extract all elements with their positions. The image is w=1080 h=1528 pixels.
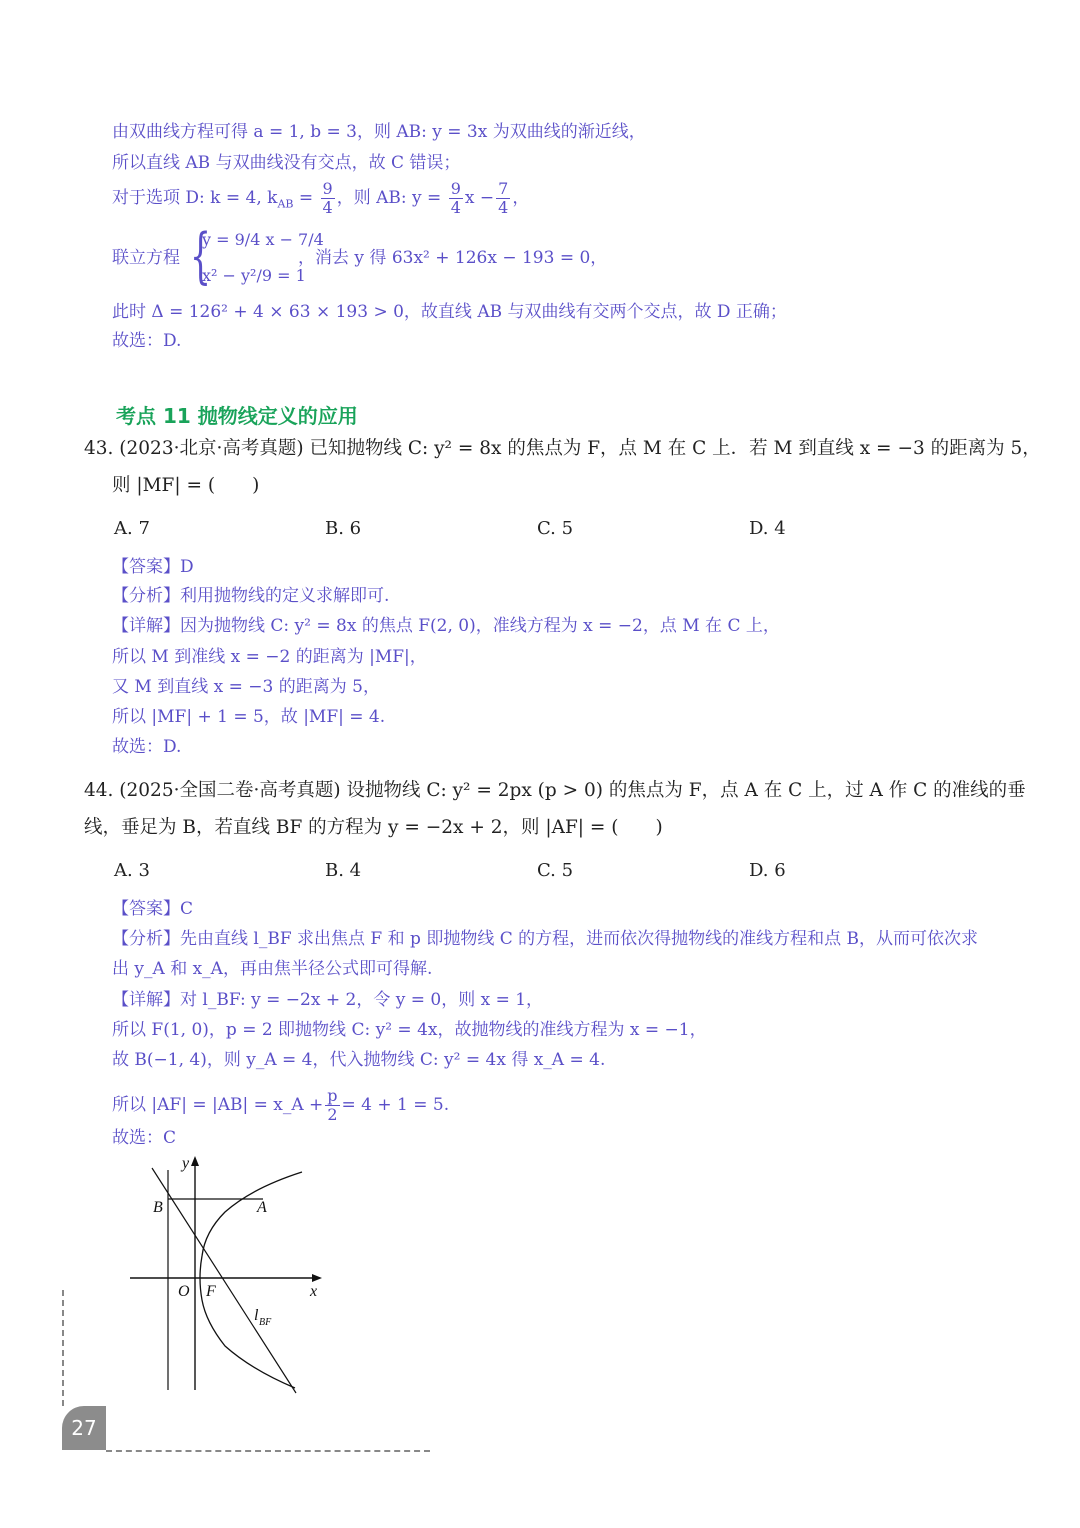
page-corner-dash-horizontal <box>106 1450 430 1452</box>
label-f: F <box>206 1283 216 1300</box>
q44-option-c: C. 5 <box>537 860 574 881</box>
label-a: A <box>257 1199 267 1216</box>
q43-option-a: A. 7 <box>114 518 150 539</box>
q44-detail-5: 故选：C <box>112 1128 177 1148</box>
solution-line-3: 对于选项 D: k = 4, $k_{AB}$ = $\frac{9}{4}$ ，则 AB: y = $\frac{9}{4}$ x − $\frac{7}{4}$ ， <box>112 179 530 217</box>
q44-detail-3: 故 B(−1, 4)，则 y_A = 4，代入抛物线 C: y² = 4x 得 x_A = 4. <box>112 1050 606 1070</box>
q44-answer: 【答案】C <box>112 899 194 919</box>
q44-detail-2: 所以 F(1, 0)，p = 2 即抛物线 C: y² = 4x，故抛物线的准线方程为 x = −1， <box>112 1020 707 1040</box>
q44-detail-4: 所以 |AF| = |AB| = x_A + $\frac{p}{2}$ = 4 + 1 = 5. <box>112 1086 450 1124</box>
q43-detail-3: 又 M 到直线 x = −3 的距离为 5， <box>112 677 380 697</box>
q43-detail-2: 所以 M 到准线 x = −2 的距离为 |MF|， <box>112 647 427 667</box>
label-x: x <box>310 1283 318 1300</box>
q43-stem-2: 则 |MF| = ( ) <box>112 475 260 496</box>
page-corner-dash-vertical <box>62 1290 64 1406</box>
q43-answer: 【答案】D <box>112 557 194 577</box>
q43-detail-1: 【详解】因为抛物线 C: y² = 8x 的焦点 F(2, 0)，准线方程为 x = −2，点 M 在 C 上， <box>112 616 780 636</box>
label-o: O <box>178 1283 190 1300</box>
q44-stem-1: 44. (2025·全国二卷·高考真题) 设抛物线 C: y² = 2px (p > 0) 的焦点为 F，点 A 在 C 上，过 A 作 C 的准线的垂 <box>84 780 1026 801</box>
label-b: B <box>153 1199 163 1216</box>
q43-option-c: C. 5 <box>537 518 574 539</box>
section-heading: 考点 11 抛物线定义的应用 <box>116 404 358 428</box>
system-brace: { <box>190 221 212 291</box>
q43-option-b: B. 6 <box>325 518 362 539</box>
system-label: 联立方程 <box>112 248 180 268</box>
system-eq-1: y = 9/4 x − 7/4 <box>202 230 324 249</box>
solution-line-5: 此时 Δ = 126² + 4 × 63 × 193 > 0，故直线 AB 与双曲线有交两个交点，故 D 正确； <box>112 302 787 322</box>
q43-detail-5: 故选：D. <box>112 737 182 757</box>
solution-line-2: 所以直线 AB 与双曲线没有交点，故 C 错误； <box>112 153 461 173</box>
q44-analysis-1: 【分析】先由直线 l_BF 求出焦点 F 和 p 即抛物线 C 的方程，进而依次得抛物线的准线方程和点 B，从而可依次求 <box>112 929 979 949</box>
q43-option-d: D. 4 <box>749 518 786 539</box>
solution-line-6: 故选：D. <box>112 331 182 351</box>
q44-analysis-2: 出 y_A 和 x_A，再由焦半径公式即可得解. <box>112 959 433 979</box>
system-result: ，消去 y 得 63x² + 126x − 193 = 0， <box>298 248 608 268</box>
system-eq-2: x² − y²/9 = 1 <box>202 266 306 285</box>
solution-line-1: 由双曲线方程可得 a = 1, b = 3，则 AB: y = 3x 为双曲线的渐近线， <box>112 122 646 142</box>
parabola-curve <box>200 1172 302 1388</box>
q44-detail-1: 【详解】对 l_BF: y = −2x + 2，令 y = 0，则 x = 1， <box>112 990 544 1010</box>
page-number: 27 <box>62 1406 106 1450</box>
line-bf <box>152 1168 296 1393</box>
label-l: l <box>254 1307 259 1324</box>
q44-option-a: A. 3 <box>114 860 150 881</box>
q44-option-b: B. 4 <box>325 860 362 881</box>
q43-analysis: 【分析】利用抛物线的定义求解即可. <box>112 586 390 606</box>
label-y: y <box>182 1155 190 1172</box>
label-l-sub: BF <box>259 1317 272 1328</box>
x-axis-arrow <box>312 1274 322 1282</box>
q44-option-d: D. 6 <box>749 860 786 881</box>
q43-stem-1: 43. (2023·北京·高考真题) 已知抛物线 C: y² = 8x 的焦点为 F，点 M 在 C 上．若 M 到直线 x = −3 的距离为 5， <box>84 438 1041 459</box>
q43-detail-4: 所以 |MF| + 1 = 5，故 |MF| = 4. <box>112 707 386 727</box>
parabola-figure <box>120 1150 330 1400</box>
q44-stem-2: 线，垂足为 B，若直线 BF 的方程为 y = −2x + 2，则 |AF| = ( ) <box>84 817 663 838</box>
y-axis-arrow <box>191 1156 199 1166</box>
